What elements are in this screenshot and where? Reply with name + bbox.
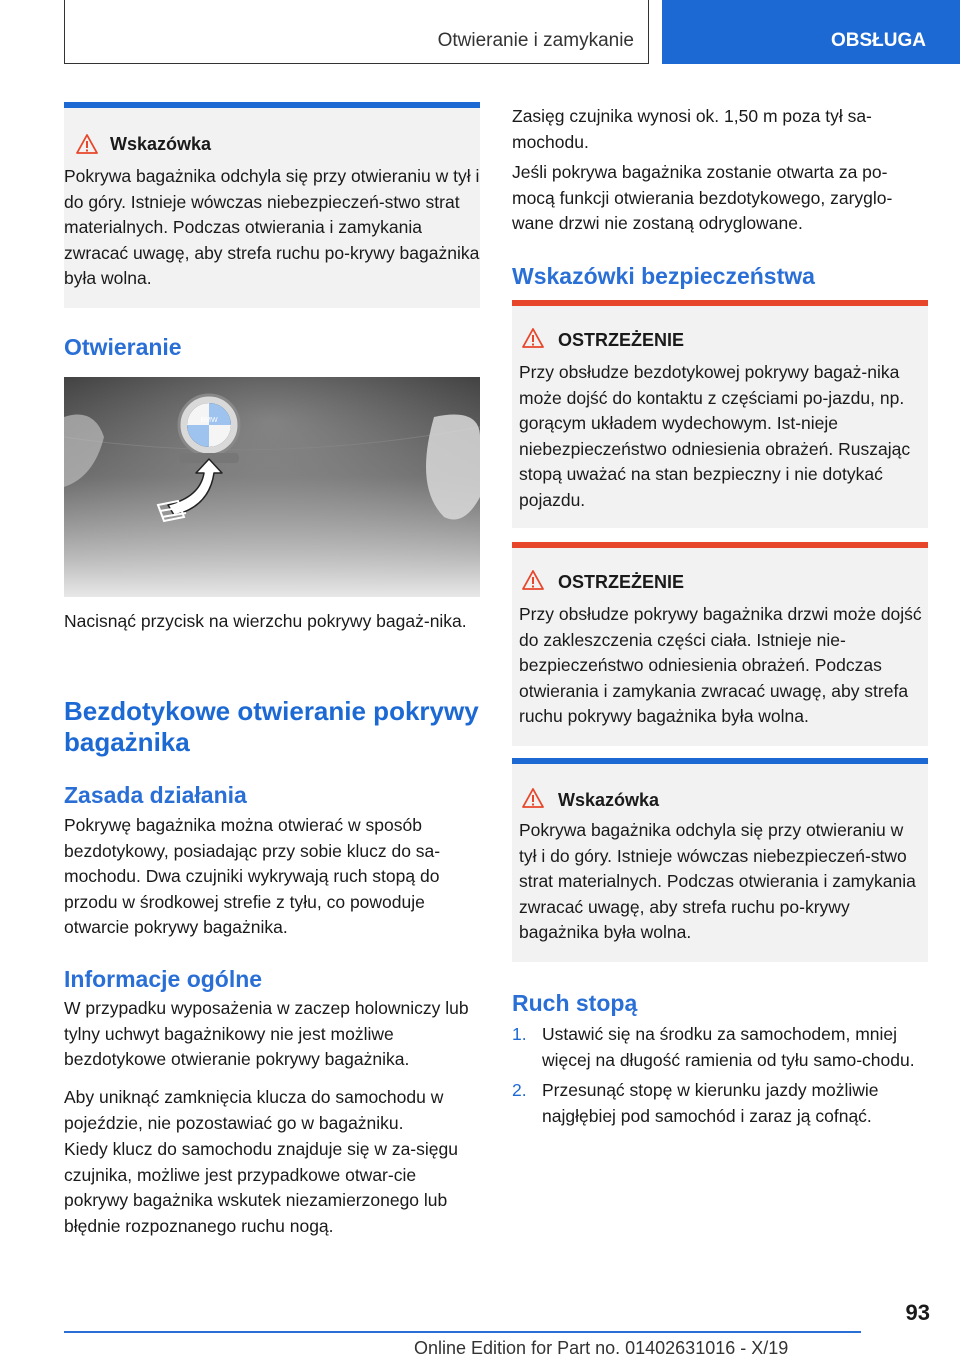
heading-opening: Otwieranie	[64, 334, 182, 360]
note-title: Wskazówka	[558, 790, 660, 810]
header-chapter-label: OBSŁUGA	[831, 30, 926, 51]
list-item	[512, 1022, 928, 1073]
note-text: Pokrywa bagażnika odchyla się przy otwieraniu w tył i do góry. Istnieje wówczas niebezpieczeń-stwo strat materialnych. Podczas otwierania i zamykania zwracać uwagę, aby strefa ruchu po-krywy bagażnika była wolna.	[519, 820, 916, 942]
note-box-left	[64, 102, 480, 308]
para-general-3: Kiedy klucz do samochodu znajduje się w za-sięgu czujnika, możliwe jest przypadkowe otwar-cie pokrywy bagażnika wskutek niezamierzonego lub błędnie rozpoznanego ruchu nogą.	[64, 1139, 458, 1236]
heading-touchless-opening: Bezdotykowe otwieranie pokrywy bagażnika	[64, 696, 479, 757]
step-text: Ustawić się na środku za samochodem, mniej więcej na długość ramienia od tyłu samo-chodu.	[542, 1024, 915, 1070]
warning-bar	[512, 542, 928, 548]
bmw-logo-text: BMW	[200, 417, 218, 424]
trunk-button-illustration	[64, 377, 480, 597]
step-text: Przesunąć stopę w kierunku jazdy możliwie najgłębiej pod samochód i zaraz ją cofnąć.	[542, 1080, 879, 1126]
para-sensor-range: Zasięg czujnika wynosi ok. 1,50 m poza tył sa-mochodu.	[512, 106, 872, 152]
heading-principle: Zasada działania	[64, 782, 247, 808]
header-section-title: Otwieranie i zamykanie	[437, 30, 634, 51]
warning-box-2	[512, 542, 928, 746]
para-principle: Pokrywę bagażnika można otwierać w sposób bezdotykowy, posiadając przy sobie klucz do sa-mochodu. Dwa czujniki wykrywają ruch stopą do przodu w środkowej strefie z tyłu, co powoduje otwarcie pokrywy bagażnika.	[64, 815, 441, 937]
note-bar	[64, 102, 480, 108]
warning-title: OSTRZEŻENIE	[558, 572, 685, 592]
para-general-2: Aby uniknąć zamknięcia klucza do samochodu w pojeździe, nie pozostawiać go w bagażniku.	[64, 1087, 444, 1133]
page-number: 93	[905, 1300, 930, 1325]
para-open-lock: Jeśli pokrywa bagażnika zostanie otwarta za po-mocą funkcji otwierania bezdotykowego, zaryglo-wane drzwi nie zostaną odryglowane.	[512, 162, 893, 233]
heading-safety-notes: Wskazówki bezpieczeństwa	[512, 263, 815, 289]
warning-text: Przy obsłudze pokrywy bagażnika drzwi może dojść do zakleszczenia części ciała. Istnieje nie-bezpieczeństwo odniesienia obrażeń. Podczas otwierania i zamykania zwracać uwagę, aby strefa ruchu pokrywy bagażnika była wolna.	[519, 604, 922, 726]
heading-general-info: Informacje ogólne	[64, 966, 263, 992]
list-item	[512, 1078, 928, 1129]
warning-triangle-icon	[522, 570, 544, 590]
footer-divider	[64, 1331, 861, 1333]
warning-text: Przy obsłudze bezdotykowej pokrywy bagaż-nika może dojść do kontaktu z częściami po-jazdu, np. gorącym układem wydechowym. Ist-nieje niebezpieczeństwo odniesienia obrażeń. Ruszając stopą uważać na stan bezpieczny i nie dotykać pojazdu.	[519, 362, 911, 510]
heading-foot-movement: Ruch stopą	[512, 990, 638, 1016]
footer-edition: Online Edition for Part no. 01402631016 - X/19	[414, 1338, 789, 1358]
note-title: Wskazówka	[110, 134, 212, 154]
warning-bar	[512, 300, 928, 306]
warning-box-1	[512, 300, 928, 528]
steps-list	[512, 1022, 928, 1129]
para-press-button: Nacisnąć przycisk na wierzchu pokrywy bagaż-nika.	[64, 611, 467, 631]
note-box-right	[512, 758, 928, 962]
header-chapter-tab[interactable]	[662, 0, 960, 64]
warning-title: OSTRZEŻENIE	[558, 330, 685, 350]
note-text: Pokrywa bagażnika odchyla się przy otwieraniu w tył i do góry. Istnieje wówczas niebezpieczeń-stwo strat materialnych. Podczas otwierania i zamykania zwracać uwagę, aby strefa ruchu po-krywy bagażnika była wolna.	[64, 166, 480, 288]
warning-triangle-icon	[522, 788, 544, 808]
header-section-box	[64, 0, 649, 64]
para-general-1: W przypadku wyposażenia w zaczep holowniczy lub tylny uchwyt bagażnikowy nie jest możliwe bezdotykowe otwieranie pokrywy bagażnika.	[64, 998, 469, 1069]
warning-triangle-icon	[76, 134, 98, 154]
step-number: 2.	[512, 1080, 527, 1100]
step-number: 1.	[512, 1024, 527, 1044]
note-bar	[512, 758, 928, 764]
warning-triangle-icon	[522, 328, 544, 348]
